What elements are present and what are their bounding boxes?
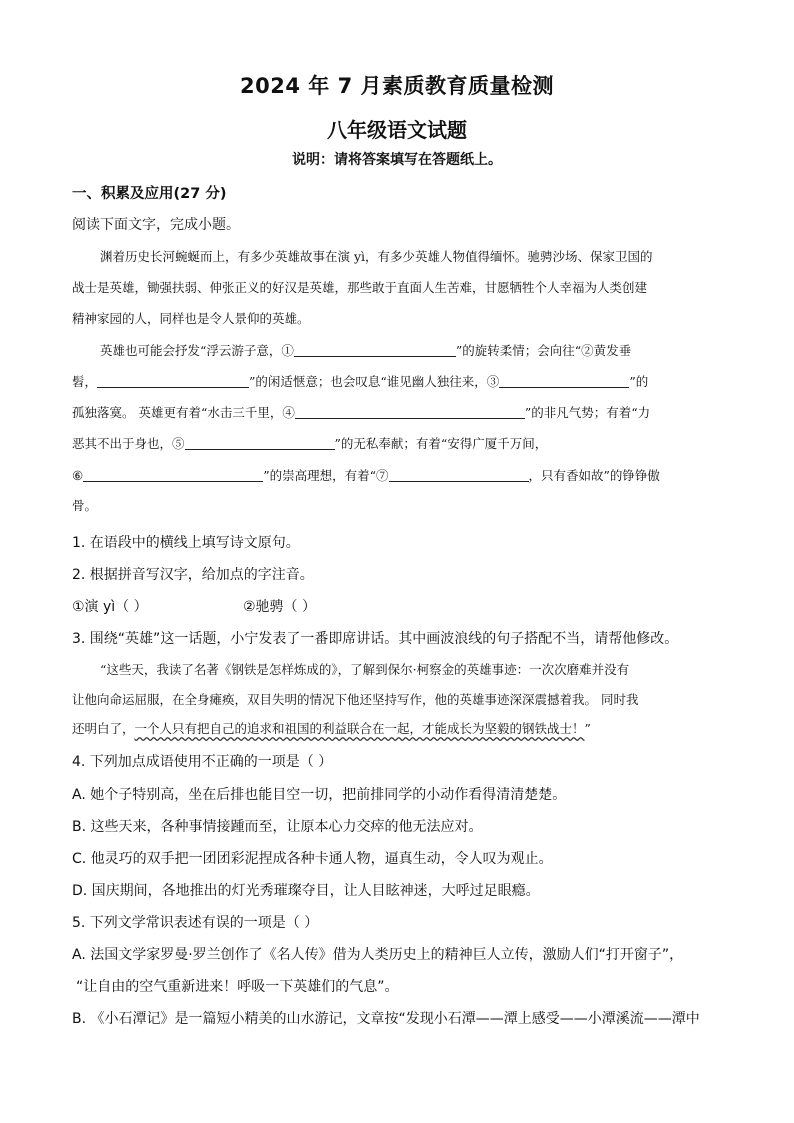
question-5-option-b-line1: B. 《小石潭记》是一篇短小精美的山水游记，文章按“发现小石潭——潭上感受——小潭溪流——潭中 xyxy=(72,1011,700,1027)
answer-blank-6[interactable] xyxy=(83,468,263,482)
passage-text: ”的非凡气势；有着“力 xyxy=(524,405,651,420)
passage-text: 恶其不出于身也，⑤ xyxy=(72,436,185,451)
question-2-item-b: ②驰骋（ ） xyxy=(243,599,317,615)
passage-p1-line2: 战士是英雄，锄强扶弱、伸张正义的好汉是英雄，那些敢于直面人生苦难，甘愿牺牲个人幸福为人类创建 xyxy=(72,280,648,295)
question-4-option-b: B. 这些天来，各种事情接踵而至，让原本心力交瘁的他无法应对。 xyxy=(72,819,483,835)
section-heading: 一、积累及应用(27 分) xyxy=(72,186,227,202)
passage-p2-line6: 骨。 xyxy=(72,498,98,513)
passage-text: 髫， xyxy=(72,374,98,389)
passage-text: ” xyxy=(584,721,591,736)
answer-blank-7[interactable] xyxy=(389,468,529,482)
question-3-quote-line3 xyxy=(72,719,591,737)
question-5-option-a-line2: “让自由的空气重新进来！呼吸一下英雄们的气息”。 xyxy=(76,979,399,995)
passage-p1-line3: 精神家园的人，同样也是令人景仰的英雄。 xyxy=(72,311,310,326)
answer-blank-2[interactable] xyxy=(97,374,249,388)
passage-text: 英雄也可能会抒发“浮云游子意，① xyxy=(100,343,294,358)
passage-p1-line1: 渊着历史长河蜿蜒而上，有多少英雄故事在演 yì，有多少英雄人物值得缅怀。驰骋沙场、保家卫国的 xyxy=(100,249,653,264)
passage-text: ”的崇高理想，有着“⑦ xyxy=(263,468,389,483)
question-5: 5. 下列文学常识表述有误的一项是（ ） xyxy=(72,915,319,931)
passage-text: ”的 xyxy=(629,374,649,389)
question-1: 1. 在语段中的横线上填写诗文原句。 xyxy=(72,535,300,551)
question-4-option-d: D. 国庆期间，各地推出的灯光秀璀璨夺目，让人目眩神迷，大呼过足眼瘾。 xyxy=(72,883,540,899)
passage-text: 还明白了， xyxy=(72,721,135,736)
passage-text: 孤独落寞。 英雄更有着“水击三千里，④ xyxy=(72,405,295,420)
answer-blank-4[interactable] xyxy=(295,405,525,419)
passage-p2-line4 xyxy=(72,434,547,452)
instruction-note: 说明：请将答案填写在答题纸上。 xyxy=(292,152,502,168)
passage-text: ，只有香如故”的铮铮傲 xyxy=(528,468,660,483)
question-4-option-a: A. 她个子特别高，坐在后排也能目空一切，把前排同学的小动作看得清清楚楚。 xyxy=(72,787,567,803)
answer-blank-3[interactable] xyxy=(499,374,629,388)
question-3-quote-line2: 让他向命运屈服，在全身瘫痪，双目失明的情况下他还坚持写作，他的英雄事迹深深震撼着我。 同时我 xyxy=(72,692,639,707)
answer-blank-5[interactable] xyxy=(185,436,335,450)
question-4-option-c: C. 他灵巧的双手把一团团彩泥捏成各种卡通人物，逼真生动，令人叹为观止。 xyxy=(72,851,553,867)
passage-text: ”的闲适惬意；也会叹息“谁见幽人独往来，③ xyxy=(249,374,500,389)
wavy-underlined-sentence: 一个人只有把自己的追求和祖国的利益联合在一起，才能成长为坚毅的钢铁战士！ xyxy=(134,721,585,736)
reading-intro: 阅读下面文字，完成小题。 xyxy=(72,217,240,233)
question-2: 2. 根据拼音写汉字，给加点的字注音。 xyxy=(72,567,314,583)
passage-p2-line5 xyxy=(72,466,660,484)
page-subtitle: 八年级语文试题 xyxy=(327,118,467,142)
passage-text: ⑥ xyxy=(72,468,84,483)
page-title: 2024 年 7 月素质教育质量检测 xyxy=(240,74,554,98)
passage-text: ”的旋转柔情；会向往“②黄发垂 xyxy=(455,343,632,358)
passage-p2-line3 xyxy=(72,403,650,421)
passage-p2-line2 xyxy=(72,372,648,390)
question-3: 3. 围绕“英雄”这一话题，小宁发表了一番即席讲话。其中画波浪线的句子搭配不当，请帮他修改。 xyxy=(72,631,679,647)
question-2-item-a: ①演 yì（ ） xyxy=(72,599,148,615)
question-3-quote-line1: “这些天，我读了名著《钢铁是怎样炼成的》，了解到保尔·柯察金的英雄事迹：一次次磨难并没有 xyxy=(100,662,630,677)
answer-blank-1[interactable] xyxy=(294,343,456,357)
question-5-option-a-line1: A. 法国文学家罗曼·罗兰创作了《名人传》借为人类历史上的精神巨人立传，激励人们“打开窗子”， xyxy=(72,947,684,963)
question-4: 4. 下列加点成语使用不正确的一项是（ ） xyxy=(72,754,333,770)
passage-text: ”的无私奉献；有着“安得广厦千万间， xyxy=(334,436,548,451)
passage-p2-line1 xyxy=(100,341,631,359)
